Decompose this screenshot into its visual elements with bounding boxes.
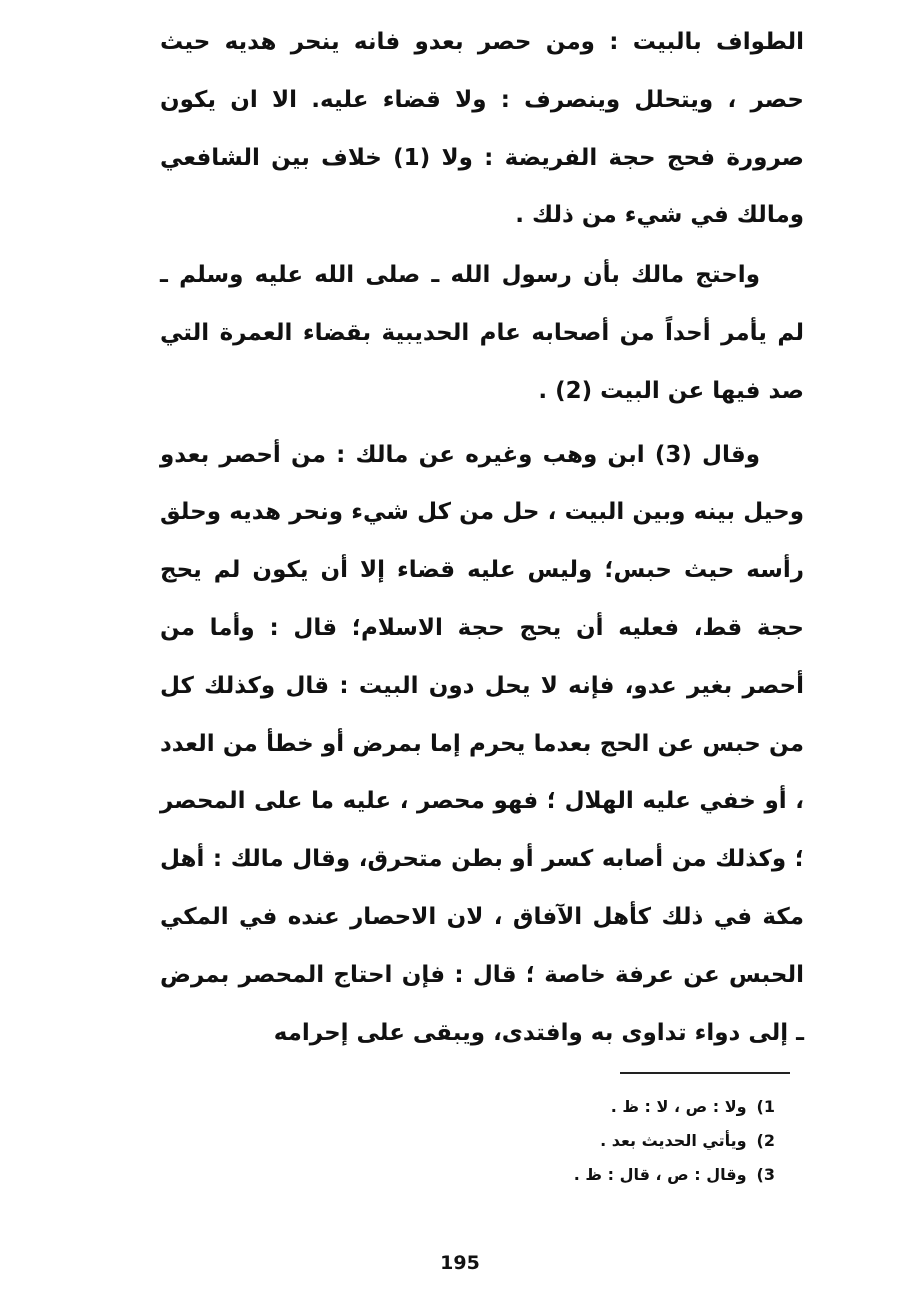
footnote-divider (620, 1072, 790, 1074)
footnote-number: 3) (756, 1165, 775, 1184)
footnote-number: 1) (756, 1097, 775, 1116)
paragraph-2: واحتج مالك بأن رسول الله ـ صلى الله عليه وسلم ـ لم يأمر أحداً من أصحابه عام الحديبية بقضاء العمرة التي صد فيها عن البيت (2) . (160, 262, 804, 404)
page-number: 195 (440, 1252, 480, 1274)
footnote-text: وقال : ص ، قال : ظ . (573, 1165, 747, 1184)
main-text (160, 14, 804, 1062)
paragraph-1: الطواف بالبيت : ومن حصر بعدو فانه ينحر هديه حيث حصر ، ويتحلل وينصرف : ولا قضاء عليه. الا ان يكون صرورة فحج حجة الفريضة : ولا (1) خلاف بين الشافعي ومالك في شيء من ذلك . (160, 29, 805, 229)
paragraph-3: وقال (3) ابن وهب وغيره عن مالك : من أحصر بعدو وحيل بينه وبين البيت ، حل من كل شيء ونحر هديه وحلق رأسه حيث حبس؛ وليس عليه قضاء إلا أن يكون لم يحج حجة قط، فعليه أن يحج حجة الاسلام؛ قال : وأما من أحصر بغير عدو، فإنه لا يحل دون البيت : قال وكذلك كل من حبس عن الحج بعدما يحرم إما بمرض أو خطأ من العدد ، أو خفي عليه الهلال ؛ فهو محصر ، عليه ما على المحصر ؛ وكذلك من أصابه كسر أو بطن متحرق، وقال مالك : أهل مكة في ذلك كأهل الآفاق ، لان الاحصار عنده في المكي الحبس عن عرفة خاصة ؛ قال : فإن احتاج المحصر بمرض ـ إلى دواء تداوى به وافتدى، ويبقى على إحرامه (160, 441, 804, 1046)
footnote-2 (440, 1124, 775, 1158)
footnote-text: ويأتي الحديث بعد . (600, 1131, 747, 1150)
footnote-number: 2) (756, 1131, 775, 1150)
footnote-3 (440, 1158, 775, 1192)
footnote-1 (440, 1090, 775, 1124)
footnotes (440, 1090, 775, 1192)
footnote-text: ولا : ص ، لا : ظ . (610, 1097, 747, 1116)
